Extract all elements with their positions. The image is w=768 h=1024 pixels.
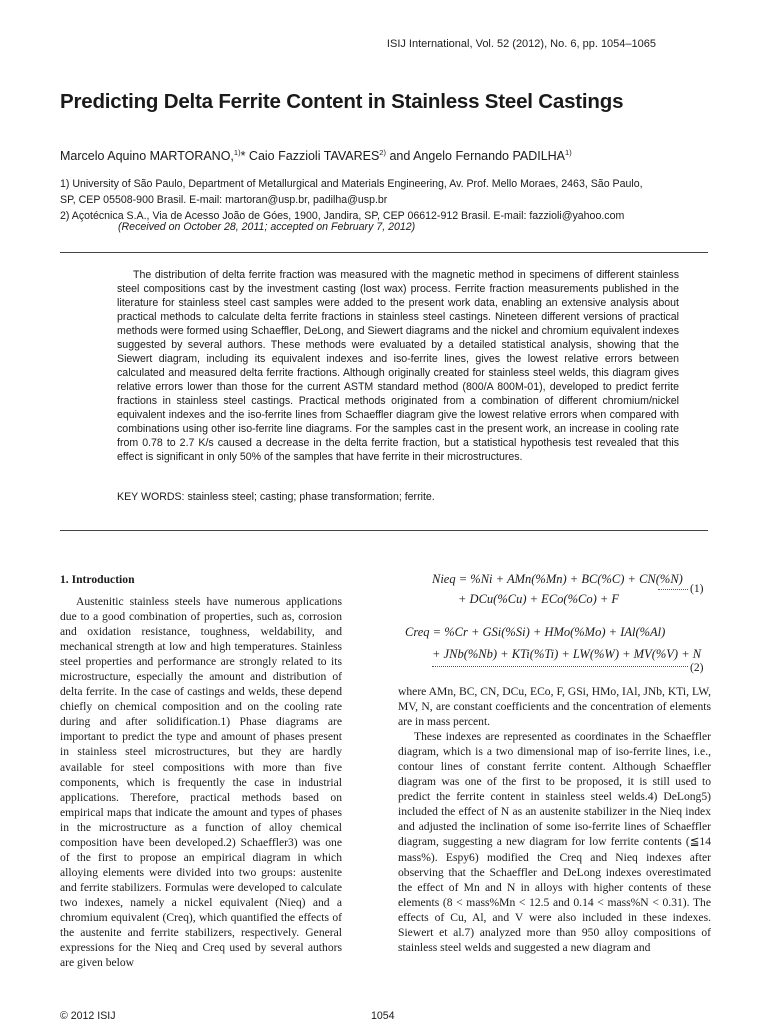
affiliation-1-line-1: 1) University of São Paulo, Department of Metallurgical and Materials Engineering, Av. Prof. Mello Moraes, 2463, São Paulo, — [60, 178, 643, 190]
equation-2-line-2: + JNb(%Nb) + KTi(%Ti) + LW(%W) + MV(%V) + N — [432, 647, 702, 661]
equation-1-line-1: Nieq = %Ni + AMn(%Mn) + BC(%C) + CN(%N) — [432, 572, 683, 586]
received-dates: (Received on October 28, 2011; accepted on February 7, 2012) — [118, 221, 416, 233]
footer-page-number: 1054 — [371, 1010, 395, 1022]
affiliation-1-line-2: SP, CEP 05508-900 Brasil. E-mail: martoran@usp.br, padilha@usp.br — [60, 194, 388, 206]
abstract-text: The distribution of delta ferrite fraction was measured with the magnetic method in specimens of different stainless steel compositions cast by the investment casting (lost wax) process. Ferrite fraction measurements published in the literature for stainless steel cast samples were added to the present work data, enabling an extensive analysis about practical methods to calculate delta ferrite fractions in stainless steel castings. Nineteen different versions of practical methods were formed using Schaeffler, DeLong, and Siewert diagrams and the nickel and chromium equivalent indexes suggested by several authors. These methods were evaluated by a detailed statistical analysis, showing that the Siewert diagram, including its equivalent indexes and iso-ferrite lines, gives the lowest relative errors between calculated and measured delta ferrite fractions. Although originally created for stainless steel welds, this diagram gives relative errors lower than those for the current ASTM standard method (800/A 800M-01), developed to predict ferrite fractions in stainless steel castings. Practical methods originated from a combination of different chromium/nickel equivalent indexes and the iso-ferrite lines from Schaeffler diagram give the lowest relative errors when compared with combinations using other iso-ferrite line diagrams. For the samples cast in the present work, an increase in cooling rate from 0.78 to 2.7 K/s caused a decrease in the delta ferrite fraction, but a statistical hypothesis test revealed that this effect is significant in only 50% of the samples that have ferrite in their microstructures. — [117, 269, 679, 463]
author-list — [60, 148, 572, 163]
equation-2-number: (2) — [690, 661, 704, 674]
equation-1-leader — [658, 589, 688, 590]
right-column — [398, 684, 711, 955]
keywords: KEY WORDS: stainless steel; casting; phase transformation; ferrite. — [117, 491, 435, 503]
paper-title: Predicting Delta Ferrite Content in Stainless Steel Castings — [60, 90, 624, 113]
section-heading-introduction: 1. Introduction — [60, 573, 135, 586]
affiliations — [60, 176, 690, 224]
diagram-history-paragraph: These indexes are represented as coordinates in the Schaeffler diagram, which is a two dimensional map of iso-ferrite lines, i.e., contour lines of constant ferrite content. Although Schaeffler diagram was one of the first to be proposed, it is still used to predict the ferrite content in stainless steel welds.4) DeLong5) included the effect of N as an austenite stabilizer in the Nieq index and adjusted the inclination of some iso-ferrite lines of Schaeffler diagram, suggesting a new diagram for low ferrite contents (≦14 mass%). Espy6) modified the Creq and Nieq indexes after observing that the Schaeffler and DeLong indexes overestimated the effect of Mn and N in alloys with higher contents of these elements (8 < mass%Mn < 12.5 and 0.14 < mass%N < 0.31). The effects of Cu, Al, and V were also included in these indexes. Siewert et al.7) analyzed more than 950 alloy compositions of stainless steel welds and suggested a new diagram and — [398, 730, 711, 954]
footer-copyright: © 2012 ISIJ — [60, 1010, 116, 1022]
author-3: and Angelo Fernando PADILHA — [385, 149, 566, 164]
author-3-affil: 1) — [565, 148, 572, 157]
divider-top — [60, 252, 708, 253]
divider-bottom — [60, 530, 708, 531]
author-1: Marcelo Aquino MARTORANO, — [60, 149, 234, 164]
intro-paragraph: Austenitic stainless steels have numerous applications due to a good combination of properties, such as, corrosion and oxidation resistance, toughness, weldability, and mechanical strength at low and high temperatures. Stainless steel properties and performance are strongly related to its microstructure, especially the amount and distribution of delta ferrite. In the case of castings and welds, these depend chiefly on chemical composition and on the cooling rate during and after solidification.1) Phase diagrams are important to predict the type and amount of phases present in stainless steel microstructures, but they are hardly available for steel compositions with more than five components, which is frequently the case in industrial applications. Therefore, practical methods based on empirical maps that indicate the amount and types of phases in the microstructure as a function of alloy chemical composition have been developed.2) Schaeffler3) was one of the first to propose an empirical diagram in which alloying elements were divided into two groups: austenite and ferrite stabilizers. Formulas were developed to calculate two indexes, namely a nickel equivalent (Nieq) and a chromium equivalent (Creq), which quantified the effects of the austenite and ferrite stabilizers, respectively. General expressions for the Nieq and Creq used by several authors are given below — [60, 595, 342, 970]
equation-1-number: (1) — [690, 582, 704, 595]
equation-2-leader — [432, 666, 688, 667]
author-1-affil: 1) — [233, 148, 241, 157]
coefficients-paragraph: where AMn, BC, CN, DCu, ECo, F, GSi, HMo, IAl, JNb, KTi, LW, MV, N, are constant coefficients and the concentration of elements are in mass percent. — [398, 685, 711, 729]
journal-reference: ISIJ International, Vol. 52 (2012), No. 6, pp. 1054–1065 — [386, 38, 656, 50]
equation-1-line-2: + DCu(%Cu) + ECo(%Co) + F — [458, 592, 620, 606]
author-2: * Caio Fazzioli TAVARES — [240, 149, 380, 164]
affiliation-2: 2) Açotécnica S.A., Via de Acesso João de Góes, 1900, Jandira, SP, CEP 06612-912 Brasil. E-mail: fazzioli@yahoo.com — [60, 210, 625, 222]
author-2-affil: 2) — [379, 148, 386, 157]
left-column — [60, 594, 342, 970]
abstract — [117, 268, 679, 464]
equation-2-line-1: Creq = %Cr + GSi(%Si) + HMo(%Mo) + IAl(%Al) — [405, 625, 666, 639]
